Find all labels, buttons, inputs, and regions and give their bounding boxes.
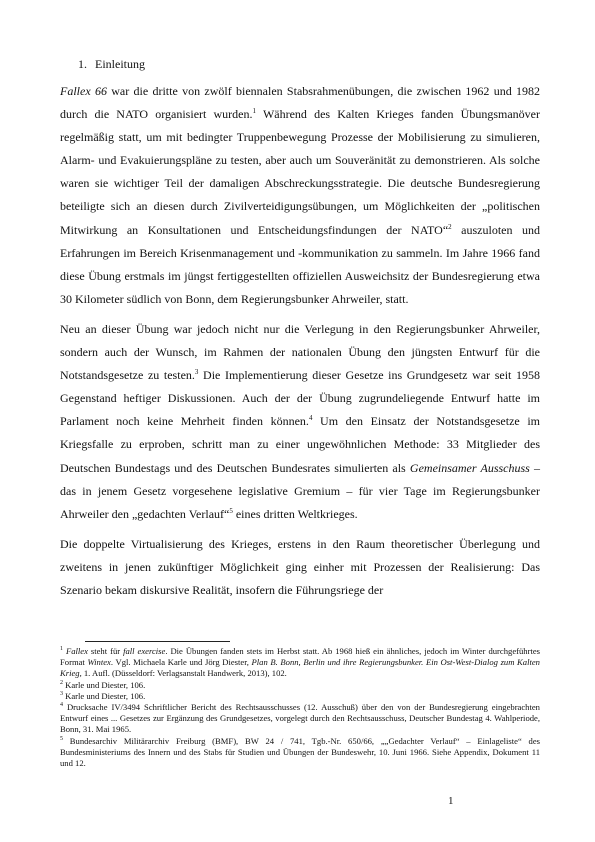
footnotes <box>60 646 540 769</box>
page-number: 1 <box>448 795 454 807</box>
footnote-number: 3 <box>60 690 63 697</box>
text-run: eines dritten Weltkrieges. <box>232 506 358 521</box>
text-run: . Vgl. Michaela Karle und Jörg Diester, <box>110 657 252 668</box>
text-run: Karle und Diester, 106. <box>65 690 146 701</box>
text-run: Karle und Diester, 106. <box>65 679 146 690</box>
text-run: Bundesarchiv Militärarchiv Freiburg (BMF), BW 24 / 741, Tgb.-Nr. 650/66, „„Gedachter Verlauf“ – Einlageliste“ des Bundesministeriums des Innern und des Stabs für Studien und Übungen der Bundeswehr, 10. Juni 1966. Siehe Appendix, Dokument 11 und 12. <box>60 735 541 769</box>
italic-text: Fallex 66 <box>60 84 107 98</box>
text-run: Die Implementierung dieser Gesetze ins Grundgesetz war seit 1958 Gegenstand heftiger Diskussionen. Auch der der Übung zugrundeliegende Entwurf hatte im Parlament noch keine Mehrheit finden können. <box>60 368 541 429</box>
text-run: Um den Einsatz der Notstandsgesetze im Kriegsfalle zu erproben, schritt man zu einer ungewöhnlichen Methode: 33 Mitglieder des Deutschen Bundestags und des Deutschen Bundesrates simulierten als <box>60 414 540 475</box>
text-run: Die doppelte Virtualisierung des Krieges, erstens in den Raum theoretischer Überlegung und zweitens in jenen zukünftiger Möglichkeit ging einher mit Prozessen der Realisierung: Das Szenario bekam diskursive Realität, insofern die Führungsriege der <box>60 536 540 597</box>
footnote <box>60 646 540 680</box>
italic-text: Fallex <box>65 646 88 656</box>
text-run: , 1. Aufl. (Düsseldorf: Verlagsanstalt Handwerk, 2013), 102. <box>79 668 287 679</box>
paragraph <box>60 80 540 311</box>
text-run: – das in jenem Gesetz vorgesehene legislative Gremium – für vier Tage im Regierungsbunker Ahrweiler den „gedachten Verlauf“ <box>60 460 541 521</box>
footnote-separator <box>85 641 230 642</box>
text-run: Drucksache IV/3494 Schriftlicher Bericht des Rechtsausschusses (12. Ausschuß) über den von der Bundesregierung eingebrachten Entwurf eines ... Gesetzes zur Ergänzung des Grundgesetzes, vorgelegt durch den Rechtsausschuss, Deutscher Bundestag 4. Wahlperiode, Bonn, 31. Mai 1965. <box>60 702 540 735</box>
footnote <box>60 680 540 691</box>
footnote-number: 5 <box>60 735 63 742</box>
footnote <box>60 702 540 736</box>
footnote-ref: 4 <box>308 414 313 423</box>
footnote-number: 2 <box>60 679 63 686</box>
section-number: 1. <box>78 57 87 71</box>
italic-text: Wintex <box>87 657 111 668</box>
footnote-ref: 5 <box>229 506 233 515</box>
text-run: auszuloten und Erfahrungen im Bereich Krisenmanagement und -kommunikation zu sammeln. Im Jahre 1966 fand diese Übung erstmals im jüngst fertiggestellten offiziellen Ausweichsitz der Bundesregierung etwa 30 Kilometer südlich von Bonn, dem Regierungsbunker Ahrweiler, statt. <box>60 222 540 306</box>
italic-text: Plan B. Bonn, Berlin und ihre Regierungsbunker. Ein Ost-West-Dialog zum Kalten Krieg <box>60 657 540 679</box>
section-title: Einleitung <box>95 57 145 71</box>
footnote-ref: 3 <box>194 368 199 377</box>
italic-text: Gemeinsamer Ausschuss <box>409 460 530 475</box>
paragraph <box>60 533 540 602</box>
italic-text: fall exercise <box>123 646 166 656</box>
text-run: Während des Kalten Krieges fanden Übungsmanöver regelmäßig statt, um mit bedingter Truppenbewegung Prozesse der Mobilisierung zu simulieren, Alarm- und Evakuierungspläne zu testen, aber auch um Souveränität zu demonstrieren. Als solche waren sie wichtiger Teil der damaligen Abschreckungsstrategie. Die deutsche Bundesregierung beteiligte sich an diesen durch Zivilverteidigungsübungen, um Möglichkeiten der „politischen Mitwirkung an Konsultationen und Entscheidungsfindungen der NATO“ <box>60 107 540 237</box>
text-run: . Die Übungen fanden stets im Herbst statt. Ab 1968 hieß ein ähnliches, jedoch im Winter durchgeführtes Format <box>60 646 540 668</box>
footnote <box>60 691 540 702</box>
text-run: steht für <box>87 646 124 656</box>
footnote-number: 4 <box>60 702 63 709</box>
footnote <box>60 736 540 770</box>
paragraph <box>60 318 540 526</box>
footnote-number: 1 <box>60 646 63 653</box>
text-run: war die dritte von zwölf biennalen Stabsrahmenübungen, die zwischen 1962 und 1982 durch die NATO organisiert wurden. <box>60 84 541 122</box>
footnote-ref: 1 <box>252 107 256 116</box>
section-heading <box>78 56 145 72</box>
body-text <box>60 80 540 609</box>
footnote-ref: 2 <box>448 222 452 231</box>
text-run: Neu an dieser Übung war jedoch nicht nur die Verlegung in den Regierungsbunker Ahrweiler, sondern auch der Wunsch, im Rahmen der nationalen Übung den jüngsten Entwurf für die Notstandsgesetze zu testen. <box>60 321 540 383</box>
